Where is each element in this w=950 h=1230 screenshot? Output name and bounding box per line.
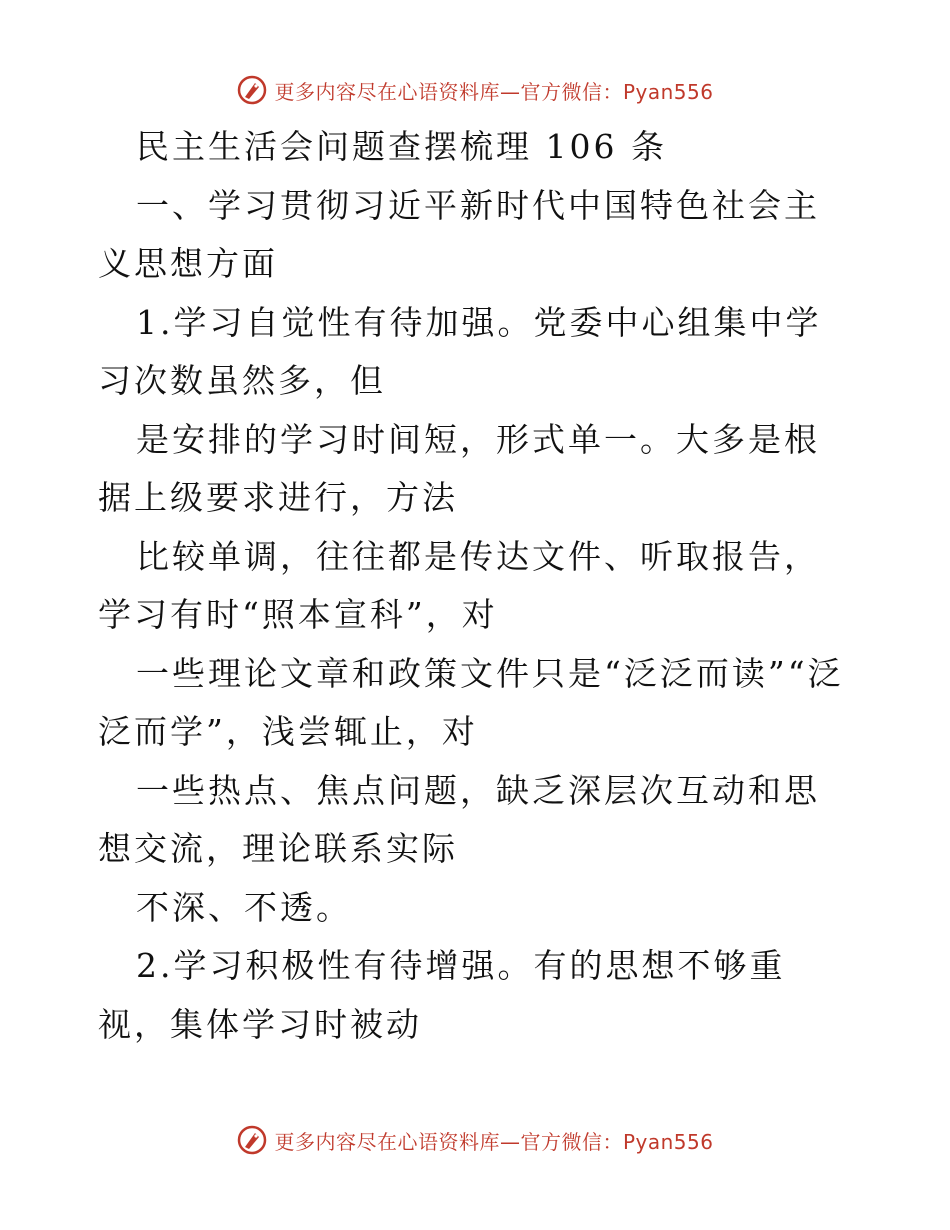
document-title: 民主生活会问题查摆梳理 106 条 — [136, 127, 667, 166]
pen-nib-logo-icon — [236, 1124, 268, 1156]
document-body — [98, 118, 854, 1054]
paragraph: 一些热点、焦点问题，缺乏深层次互动和思想交流，理论联系实际 — [98, 770, 820, 868]
paragraph: 一些理论文章和政策文件只是“泛泛而读”“泛泛而学”，浅尝辄止，对 — [98, 653, 844, 751]
watermark-text: 更多内容尽在心语资料库—官方微信：Pyan556 — [274, 79, 714, 104]
pen-nib-logo-icon — [236, 74, 268, 106]
paragraph: 是安排的学习时间短，形式单一。大多是根据上级要求进行，方法 — [98, 419, 820, 517]
watermark-text: 更多内容尽在心语资料库—官方微信：Pyan556 — [274, 1129, 714, 1154]
footer-watermark — [0, 1120, 950, 1160]
paragraph: 比较单调，往往都是传达文件、听取报告，学习有时“照本宣科”，对 — [98, 536, 820, 634]
paragraph: 1.学习自觉性有待加强。党委中心组集中学习次数虽然多，但 — [98, 302, 822, 400]
header-watermark — [0, 70, 950, 110]
paragraph: 不深、不透。 — [136, 887, 352, 927]
paragraph: 一、学习贯彻习近平新时代中国特色社会主义思想方面 — [98, 185, 820, 283]
paragraph: 2.学习积极性有待增强。有的思想不够重视，集体学习时被动 — [98, 946, 786, 1044]
